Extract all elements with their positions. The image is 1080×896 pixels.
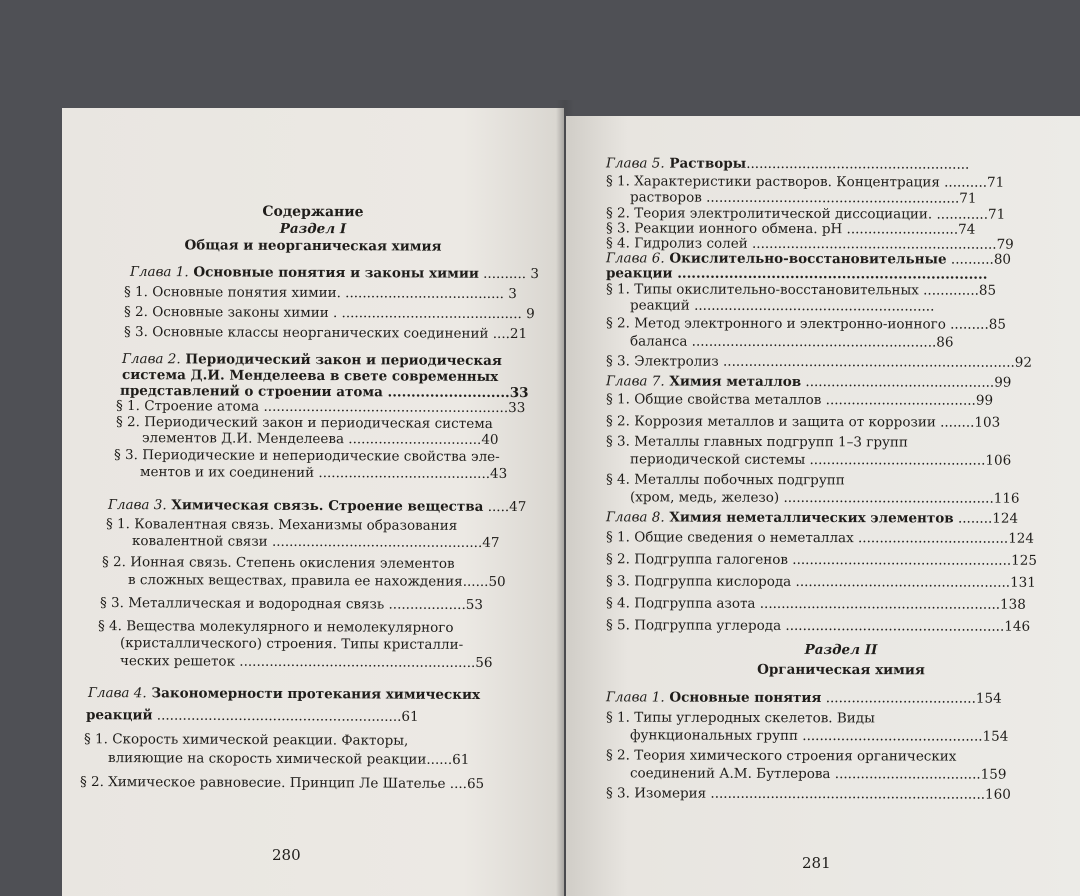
section-2-label: Раздел II (804, 641, 878, 659)
toc-organic-chapter-1: Глава 1. Основные понятия ...................................154 (605, 689, 1002, 707)
toc-entry: § 2. Основные законы химии . .......................................... 9 (123, 303, 535, 323)
toc-entry: § 3. Периодические и непериодические свойства эле- (113, 446, 500, 466)
toc-entry: § 4. Вещества молекулярного и немолекулярного (97, 618, 454, 636)
toc-entry-cont: соединений А.М. Бутлерова ..................................159 (629, 765, 1007, 783)
toc-entry: § 1. Строение атома .........................................................33 (115, 397, 526, 417)
toc-entry: § 1. Типы окислительно-восстановительных .............85 (605, 281, 997, 299)
toc-entry-cont: ментов и их соединений ........................................43 (139, 464, 508, 482)
toc-entry: § 1. Общие свойства металлов ...................................99 (605, 391, 994, 409)
toc-entry: § 1. Характеристики растворов. Концентрация ..........71 (605, 173, 1005, 191)
toc-entry: § 2. Ионная связь. Степень окисления элементов (101, 554, 455, 572)
left-page (62, 108, 564, 896)
toc-entry: § 3. Изомерия ................................................................160 (605, 785, 1011, 803)
toc-entry: § 3. Электролиз ....................................................................92 (605, 353, 1033, 371)
toc-chapter-2-cont: система Д.И. Менделеева в свете современных (121, 367, 499, 385)
toc-entry: § 2. Теория электролитической диссоциации. ............71 (605, 205, 1006, 223)
page-number: 280 (272, 846, 301, 864)
toc-chapter-2: Глава 2. Периодический закон и периодическая (121, 351, 502, 369)
toc-entry: § 3. Металлическая и водородная связь ..................53 (99, 594, 484, 614)
toc-entry: § 2. Метод электронного и электронно-ионного .........85 (605, 315, 1006, 333)
toc-entry: § 2. Периодический закон и периодическая система (115, 414, 493, 432)
toc-entry: § 2. Теория химического строения органических (605, 747, 957, 765)
toc-entry: § 3. Реакции ионного обмена. pH ..........................74 (605, 220, 976, 238)
toc-chapter-6-cont: реакции .................................................................. (605, 265, 988, 283)
toc-chapter-6: Глава 6. Окислительно-восстановительные ..........80 (605, 250, 1012, 268)
toc-entry: § 4. Подгруппа азота ........................................................138 (605, 595, 1026, 613)
page-number: 281 (802, 854, 831, 872)
toc-entry: § 3. Подгруппа кислорода ..................................................131 (605, 573, 1036, 591)
toc-entry: § 2. Подгруппа галогенов ...................................................125 (605, 551, 1037, 569)
toc-entry-cont: элементов Д.И. Менделеева ...............................40 (141, 430, 499, 448)
toc-entry-cont: (кристаллического) строения. Типы кристалли- (119, 635, 464, 653)
toc-entry-cont: растворов ...........................................................71 (629, 189, 977, 207)
toc-chapter-4-cont: реакций .........................................................61 (85, 707, 419, 725)
section-1-label: Раздел I (279, 220, 347, 238)
toc-entry: § 1. Общие сведения о неметаллах ...................................124 (605, 529, 1035, 547)
right-page (566, 116, 1080, 896)
toc-chapter-4: Глава 4. Закономерности протекания химических (87, 684, 481, 704)
toc-entry: § 5. Подгруппа углерода ...................................................146 (605, 617, 1031, 635)
toc-entry: § 2. Химическое равновесие. Принцип Ле Шателье ....65 (79, 773, 485, 793)
toc-entry: § 3. Основные классы неорганических соединений ....21 (123, 323, 528, 343)
contents-heading: Содержание (262, 203, 364, 221)
toc-entry-cont: периодической системы .........................................106 (629, 451, 1012, 469)
toc-entry: § 1. Скорость химической реакции. Факторы, (83, 731, 409, 749)
toc-entry: § 1. Типы углеродных скелетов. Виды (605, 709, 875, 727)
toc-entry-cont: (хром, медь, железо) .................................................116 (629, 489, 1020, 507)
section-2-title: Органическая химия (757, 661, 925, 679)
toc-chapter-2-cont: представлений о строении атома ..........................33 (119, 382, 529, 402)
toc-entry-cont: ковалентной связи .................................................47 (131, 533, 500, 551)
toc-chapter-1: Глава 1. Основные понятия и законы химии .......... 3 (129, 263, 540, 283)
toc-entry: § 3. Металлы главных подгрупп 1–3 групп (605, 433, 908, 451)
toc-entry: § 1. Ковалентная связь. Механизмы образования (105, 516, 458, 534)
toc-entry: § 2. Коррозия металлов и защита от коррозии ........103 (605, 413, 1001, 431)
toc-entry: § 4. Металлы побочных подгрупп (605, 471, 845, 489)
toc-entry-cont: реакций ........................................................ (629, 297, 935, 315)
toc-entry-cont: ческих решеток .......................................................56 (119, 653, 493, 671)
toc-entry-cont: влияющие на скорость химической реакции......61 (107, 750, 470, 768)
toc-entry: § 4. Гидролиз солей .........................................................79 (605, 235, 1014, 253)
toc-chapter-5: Глава 5. Растворы.................................................... (605, 155, 970, 173)
section-1-title: Общая и неорганическая химия (184, 237, 442, 255)
toc-entry-cont: баланса .........................................................86 (629, 333, 954, 351)
toc-chapter-8: Глава 8. Химия неметаллических элементов ........124 (605, 509, 1019, 527)
toc-chapter-3: Глава 3. Химическая связь. Строение вещества .....47 (107, 496, 527, 516)
toc-entry-cont: в сложных веществах, правила ее нахождения......50 (127, 572, 506, 590)
toc-entry: § 1. Основные понятия химии. ..................................... 3 (123, 283, 517, 303)
toc-chapter-7: Глава 7. Химия металлов ............................................99 (605, 373, 1012, 391)
toc-entry-cont: функциональных групп ..........................................154 (629, 727, 1009, 745)
